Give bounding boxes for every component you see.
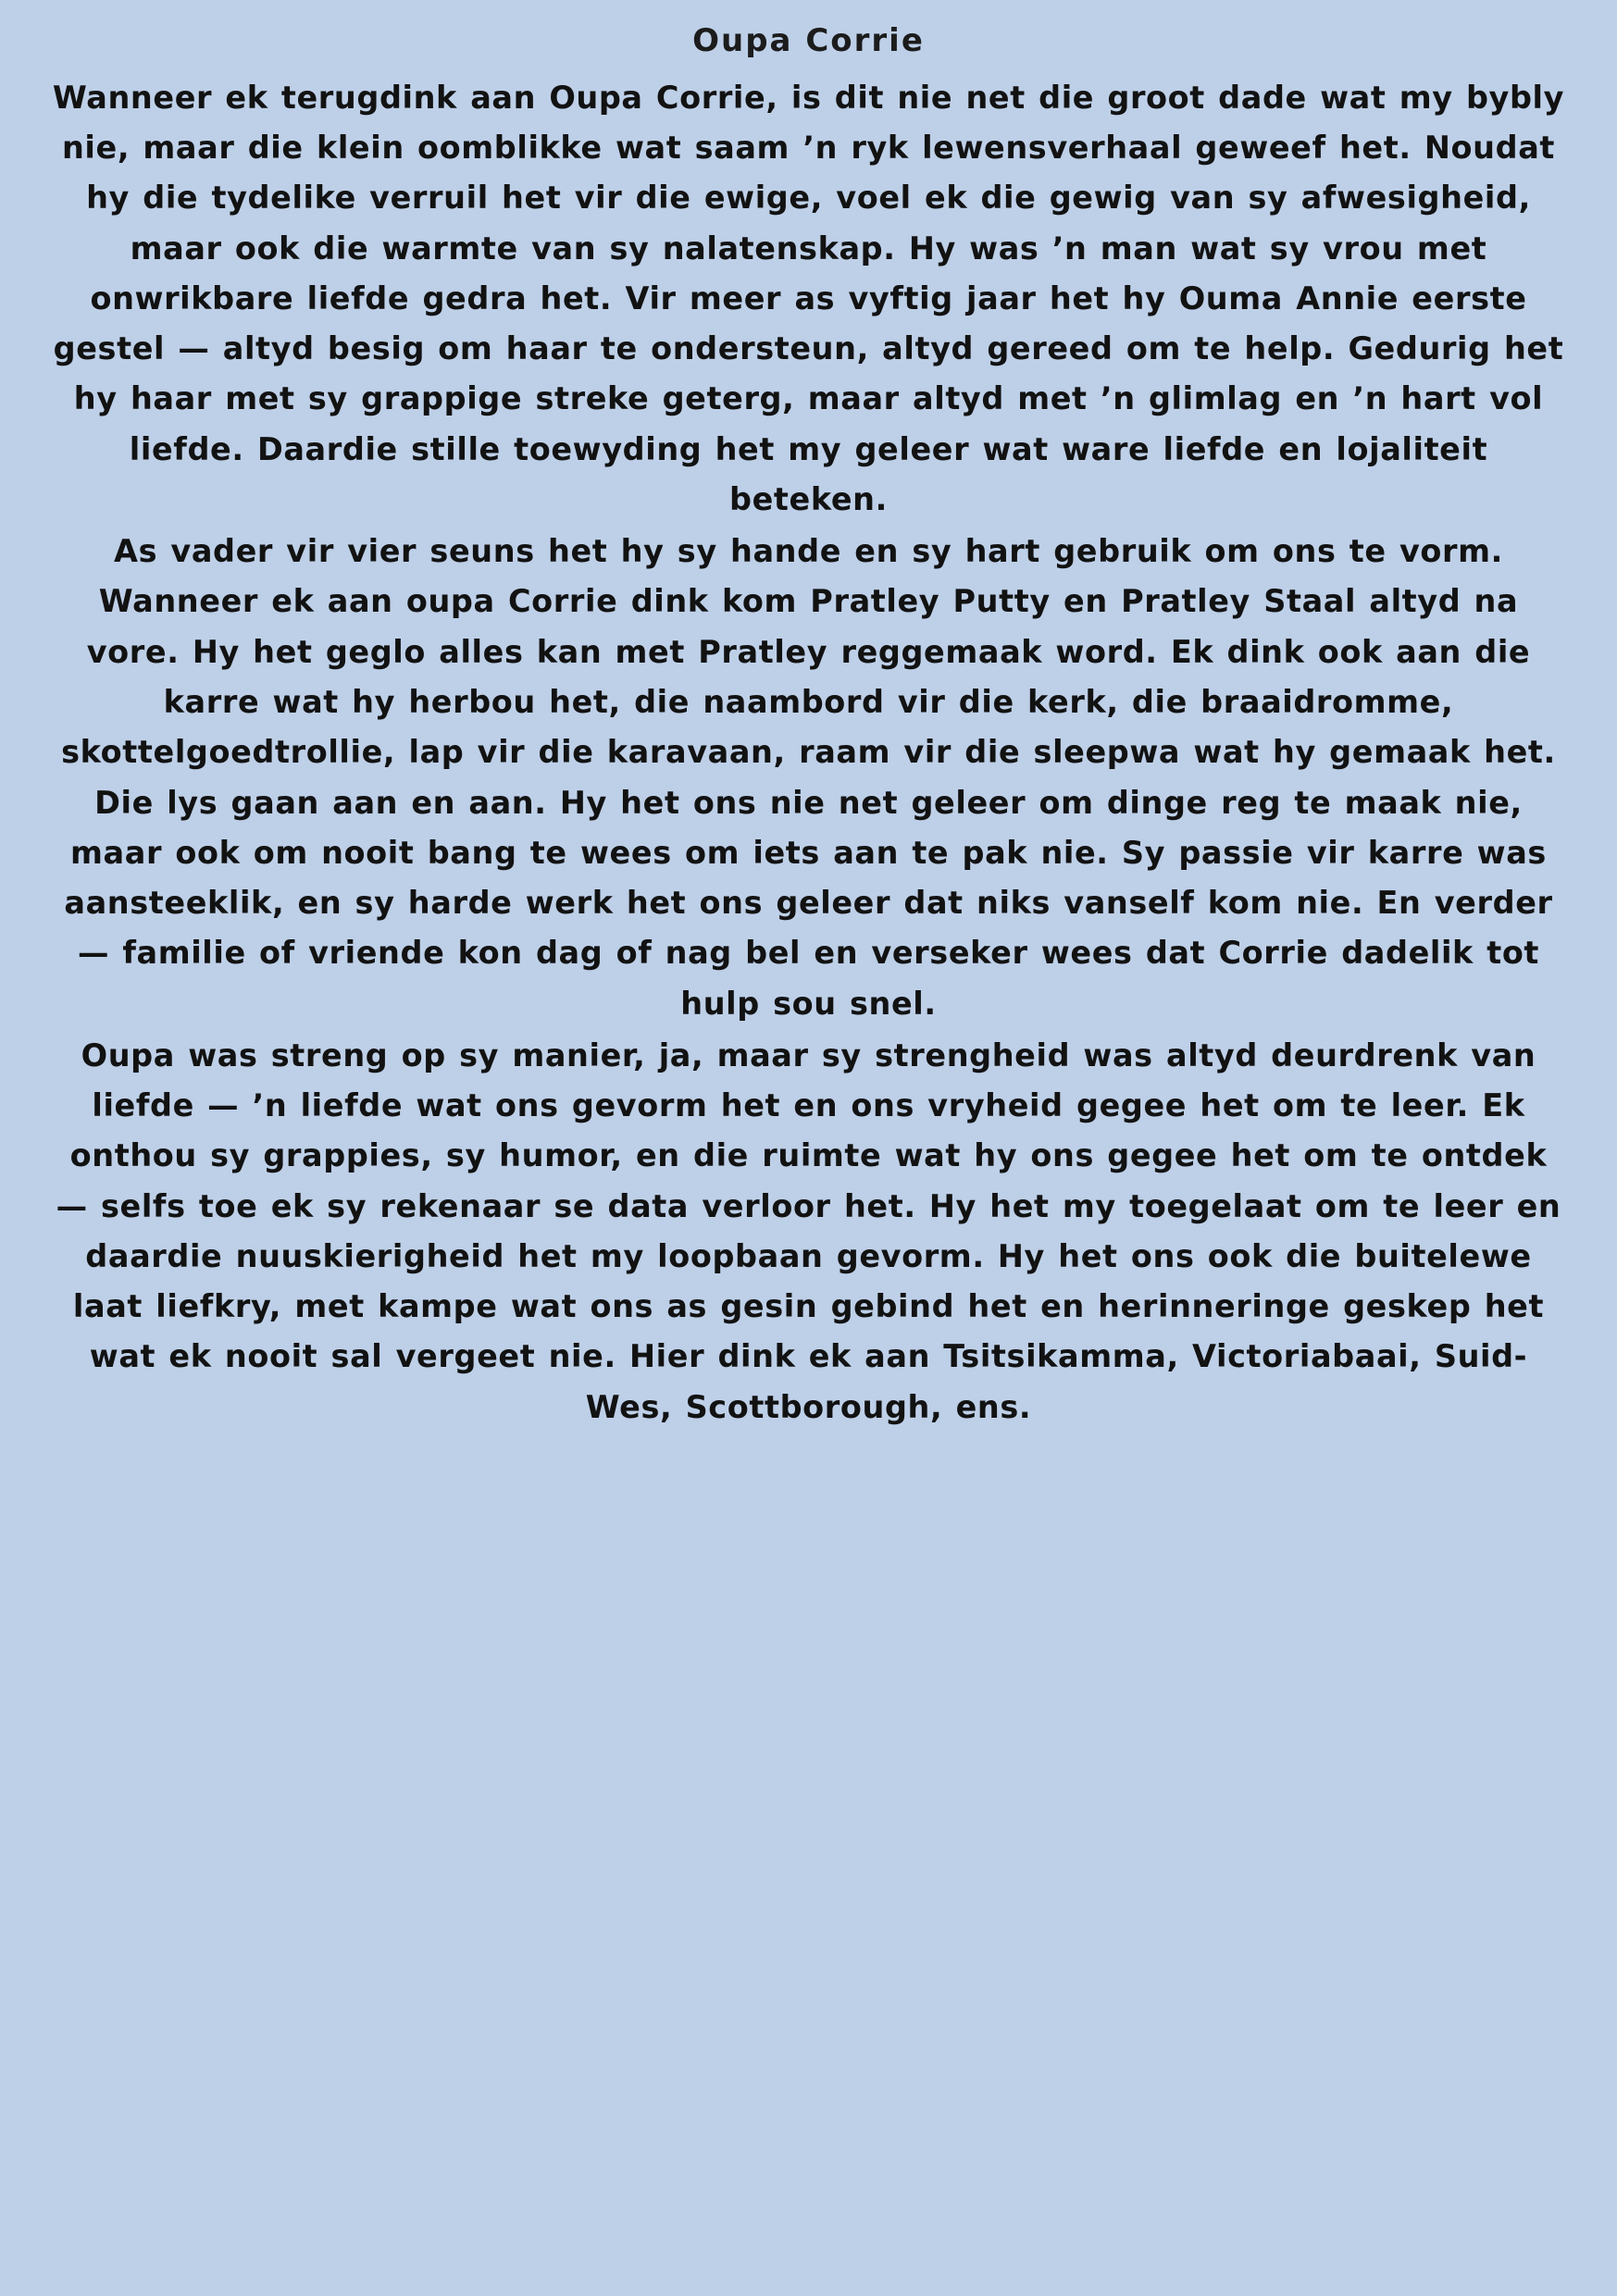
paragraph: As vader vir vier seuns het hy sy hande en sy hart gebruik om ons te vorm. Wanneer ek aan oupa Corrie dink kom Pratley Putty en Pratley Staal altyd na vore. Hy het geglo alles kan met Pratley reggemaak word. Ek dink ook aan die karre wat hy herbou het, die naambord vir die kerk, die braaidromme, skottelgoedtrollie, lap vir die karavaan, raam vir die sleepwa wat hy gemaak het. Die lys gaan aan en aan. Hy het ons nie net geleer om dinge reg te maak nie, maar ook om nooit bang te wees om iets aan te pak nie. Sy passie vir karre was aansteeklik, en sy harde werk het ons geleer dat niks vanself kom nie. En verder — familie of vriende kon dag of nag bel en verseker wees dat Corrie dadelik tot hulp sou snel. bbox=[61, 533, 1556, 1022]
paragraph: Wanneer ek terugdink aan Oupa Corrie, is dit nie net die groot dade wat my bybly nie, maar die klein oomblikke wat saam ’n ryk lewensverhaal geweef het. Noudat hy die tydelike verruil het vir die ewige, voel ek die gewig van sy afwesigheid, maar ook die warmte van sy nalatenskap. Hy was ’n man wat sy vrou met onwrikbare liefde gedra het. Vir meer as vyftig jaar het hy Ouma Annie eerste gestel — altyd besig om haar te ondersteun, altyd gereed om te help. Gedurig het hy haar met sy grappige streke geterg, maar altyd met ’n glimlag en ’n hart vol liefde. Daardie stille toewyding het my geleer wat ware liefde en lojaliteit beteken. bbox=[52, 79, 1565, 517]
page-title: Oupa Corrie bbox=[692, 22, 925, 59]
document-body bbox=[48, 73, 1569, 1433]
paragraph: Oupa was streng op sy manier, ja, maar sy strengheid was altyd deurdrenk van liefde — ’n liefde wat ons gevorm het en ons vryheid gegee het om te leer. Ek onthou sy grappies, sy humor, en die ruimte wat hy ons gegee het om te ontdek — selfs toe ek sy rekenaar se data verloor het. Hy het my toegelaat om te leer en daardie nuuskierigheid het my loopbaan gevorm. Hy het ons ook die buitelewe laat liefkry, met kampe wat ons as gesin gebind het en herinneringe geskep het wat ek nooit sal vergeet nie. Hier dink ek aan Tsitsikamma, Victoriabaai, Suid-Wes, Scottborough, ens. bbox=[56, 1036, 1561, 1425]
